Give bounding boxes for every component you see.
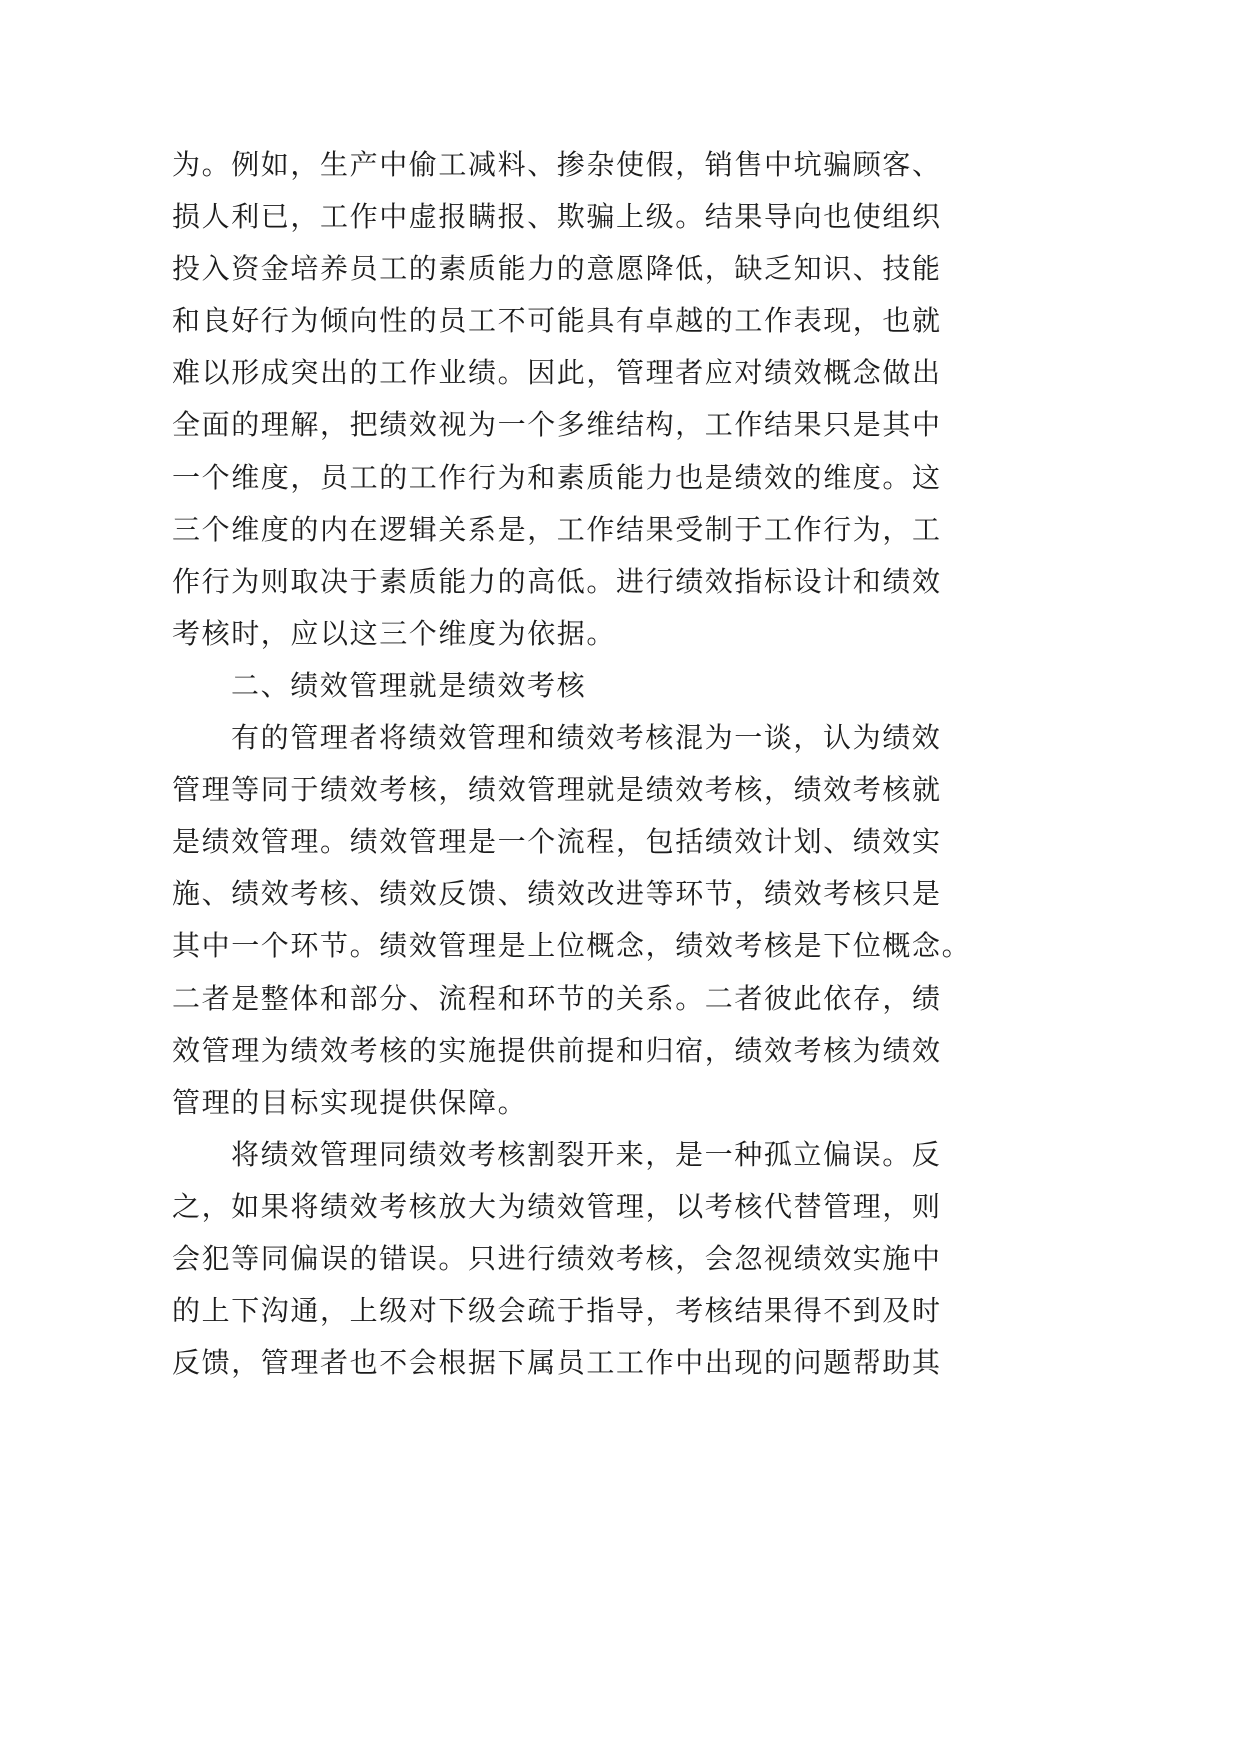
text-line: 三个维度的内在逻辑关系是，工作结果受制于工作行为，工: [172, 512, 942, 546]
text-line: 二者是整体和部分、流程和环节的关系。二者彼此依存，绩: [172, 981, 942, 1015]
text-line: 施、绩效考核、绩效反馈、绩效改进等环节，绩效考核只是: [172, 877, 942, 911]
text-line: 管理的目标实现提供保障。: [172, 1085, 528, 1119]
text-line: 和良好行为倾向性的员工不可能具有卓越的工作表现，也就: [172, 304, 942, 338]
text-line: 为。例如，生产中偷工减料、掺杂使假，销售中坑骗顾客、: [172, 148, 942, 181]
text-line: 反馈，管理者也不会根据下属员工工作中出现的问题帮助其: [172, 1346, 942, 1380]
text-line: 全面的理解，把绩效视为一个多维结构，工作结果只是其中: [172, 408, 942, 442]
text-line: 是绩效管理。绩效管理是一个流程，包括绩效计划、绩效实: [172, 825, 942, 859]
text-line: 一个维度，员工的工作行为和素质能力也是绩效的维度。这: [172, 460, 942, 494]
text-line: 效管理为绩效考核的实施提供前提和归宿，绩效考核为绩效: [172, 1033, 942, 1067]
document-body: [172, 139, 972, 1389]
text-line: 管理等同于绩效考核，绩效管理就是绩效考核，绩效考核就: [172, 773, 942, 807]
paragraph-1: [172, 139, 972, 660]
text-line: 会犯等同偏误的错误。只进行绩效考核，会忽视绩效实施中: [172, 1241, 942, 1275]
section-heading: 二、绩效管理就是绩效考核: [231, 668, 587, 702]
text-line: 难以形成突出的工作业绩。因此，管理者应对绩效概念做出: [172, 356, 942, 390]
text-line: 损人利已，工作中虚报瞒报、欺骗上级。结果导向也使组织: [172, 200, 942, 234]
text-line: 的上下沟通，上级对下级会疏于指导，考核结果得不到及时: [172, 1294, 942, 1328]
text-line: 有的管理者将绩效管理和绩效考核混为一谈，认为绩效: [231, 721, 942, 755]
text-line: 投入资金培养员工的素质能力的意愿降低，缺乏知识、技能: [172, 252, 942, 286]
text-line: 其中一个环节。绩效管理是上位概念，绩效考核是下位概念。: [172, 929, 972, 963]
text-line: 之，如果将绩效考核放大为绩效管理，以考核代替管理，则: [172, 1189, 942, 1223]
text-line: 作行为则取决于素质能力的高低。进行绩效指标设计和绩效: [172, 564, 942, 598]
paragraph-3: [172, 1129, 972, 1389]
paragraph-2: [172, 712, 972, 1129]
text-line: 将绩效管理同绩效考核割裂开来，是一种孤立偏误。反: [231, 1137, 942, 1171]
text-line: 考核时，应以这三个维度为依据。: [172, 616, 617, 650]
